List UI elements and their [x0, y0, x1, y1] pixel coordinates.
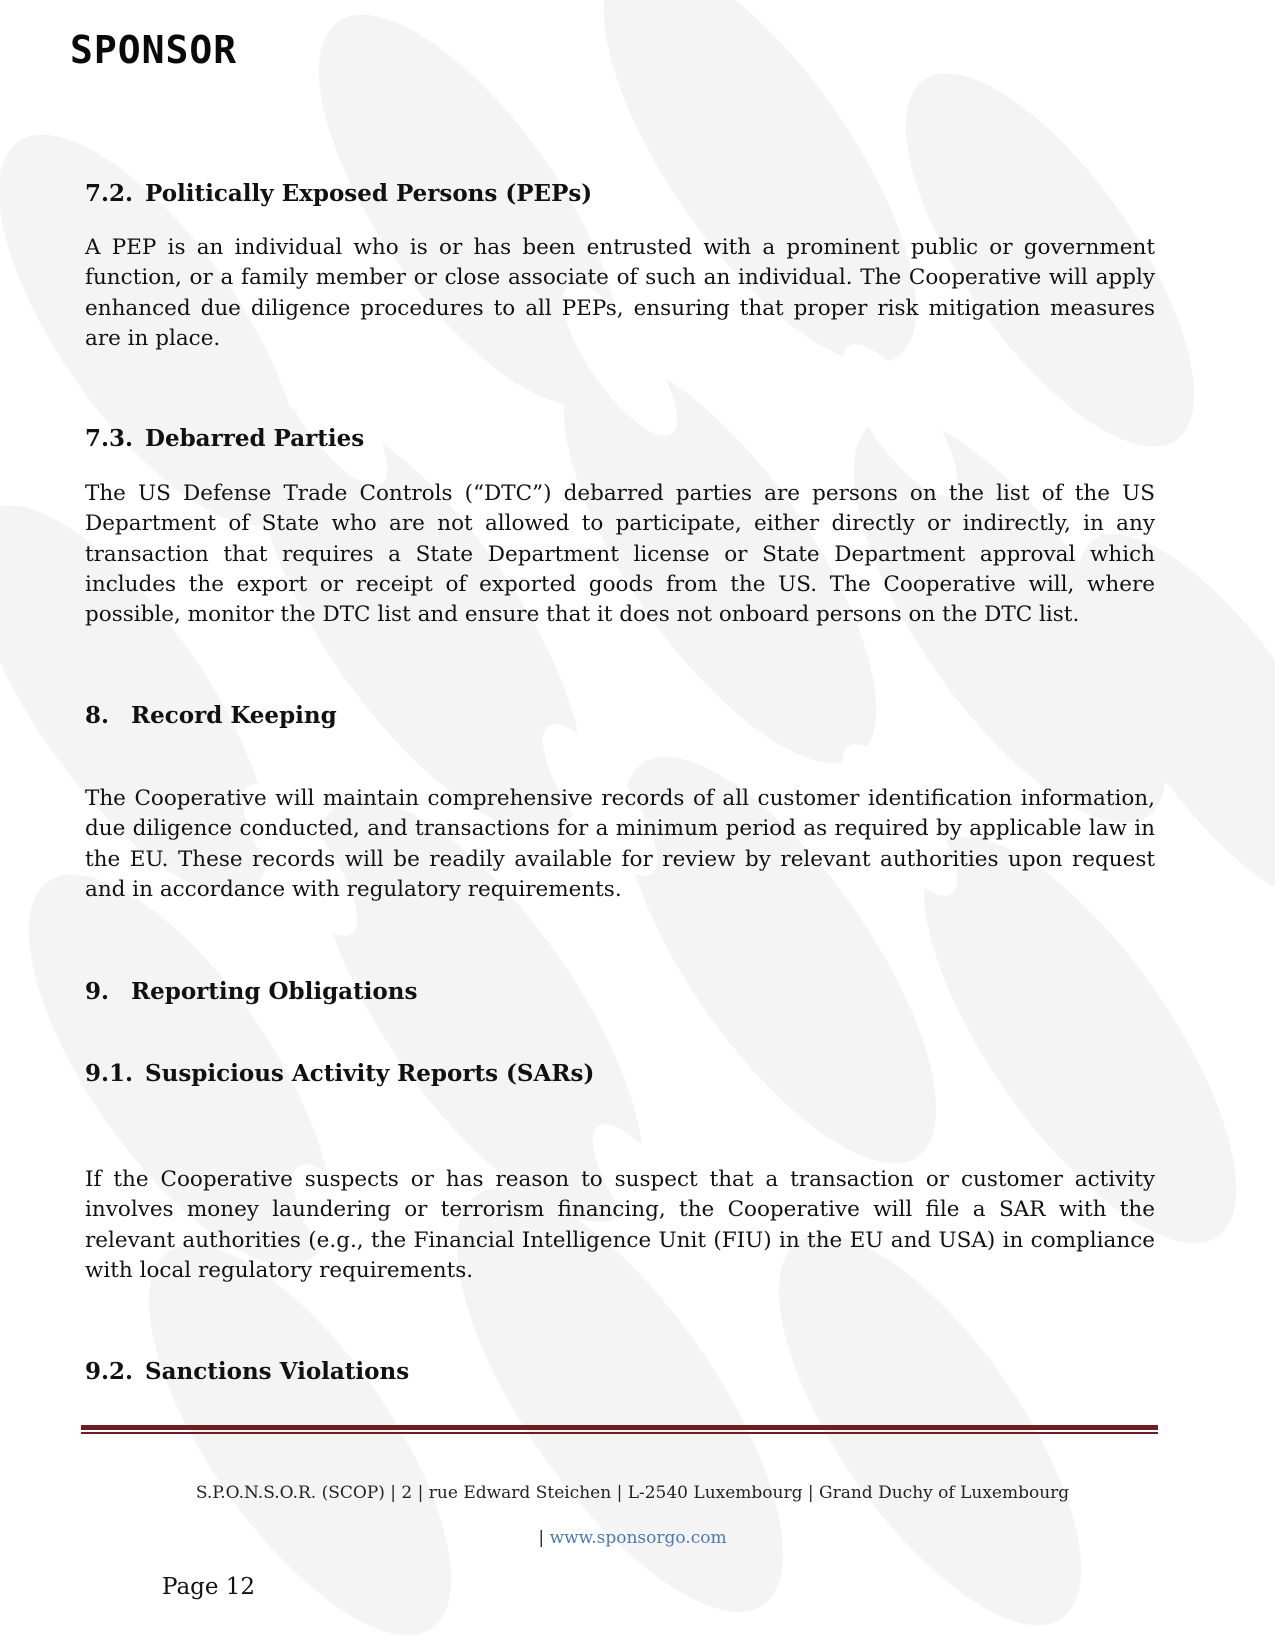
footer-divider-thin — [81, 1432, 1158, 1434]
section-title: Suspicious Activity Reports (SARs) — [145, 1060, 595, 1087]
section-number: 9.1. — [85, 1060, 134, 1087]
section-title: Reporting Obligations — [131, 978, 418, 1005]
section-number: 8. — [85, 702, 110, 729]
page-number: Page 12 — [162, 1574, 256, 1600]
section-body-7-3: The US Defense Trade Controls (“DTC”) debarred parties are persons on the list of the US Department of State who are not allowed to participate, either directly or indirectly, in any transaction that requires a State Department license or State Department approval which includes the export or receipt of exported goods from the US. The Cooperative will, where possible, monitor the DTC list and ensure that it does not onboard persons on the DTC list. — [85, 481, 1155, 628]
section-title: Sanctions Violations — [145, 1358, 410, 1385]
section-number: 7.3. — [85, 425, 134, 452]
section-heading-8 — [85, 702, 337, 729]
website-link[interactable]: www.sponsorgo.com — [549, 1528, 727, 1548]
section-heading-9-2 — [85, 1358, 409, 1385]
section-body-9-1: If the Cooperative suspects or has reason to suspect that a transaction or customer activity involves money laundering or terrorism financing, the Cooperative will file a SAR with the relevant authorities (e.g., the Financial Intelligence Unit (FIU) in the EU and USA) in compliance with local regulatory requirements. — [85, 1167, 1155, 1283]
section-title: Debarred Parties — [145, 425, 365, 452]
section-number: 7.2. — [85, 180, 134, 207]
company-logo: SPONSOR — [70, 28, 238, 72]
footer-separator: | — [538, 1528, 545, 1548]
footer-divider-thick — [81, 1425, 1158, 1430]
section-number: 9.2. — [85, 1358, 134, 1385]
section-number: 9. — [85, 978, 110, 1005]
footer-address: S.P.O.N.S.O.R. (SCOP) | 2 | rue Edward Steichen | L-2540 Luxembourg | Grand Duchy of Luxembourg — [195, 1483, 1070, 1503]
section-title: Record Keeping — [131, 702, 337, 729]
section-heading-9 — [85, 978, 417, 1005]
section-heading-9-1 — [85, 1060, 594, 1087]
section-heading-7-3 — [85, 425, 364, 452]
section-body-8: The Cooperative will maintain comprehensive records of all customer identification information, due diligence conducted, and transactions for a minimum period as required by applicable law in the EU. These records will be readily available for review by relevant authorities upon request and in accordance with regulatory requirements. — [85, 786, 1155, 902]
section-title: Politically Exposed Persons (PEPs) — [145, 180, 593, 207]
section-body-7-2: A PEP is an individual who is or has been entrusted with a prominent public or government function, or a family member or close associate of such an individual. The Cooperative will apply enhanced due diligence procedures to all PEPs, ensuring that proper risk mitigation measures are in place. — [85, 235, 1155, 351]
section-heading-7-2 — [85, 180, 592, 207]
footer-website-line — [0, 1528, 1265, 1548]
